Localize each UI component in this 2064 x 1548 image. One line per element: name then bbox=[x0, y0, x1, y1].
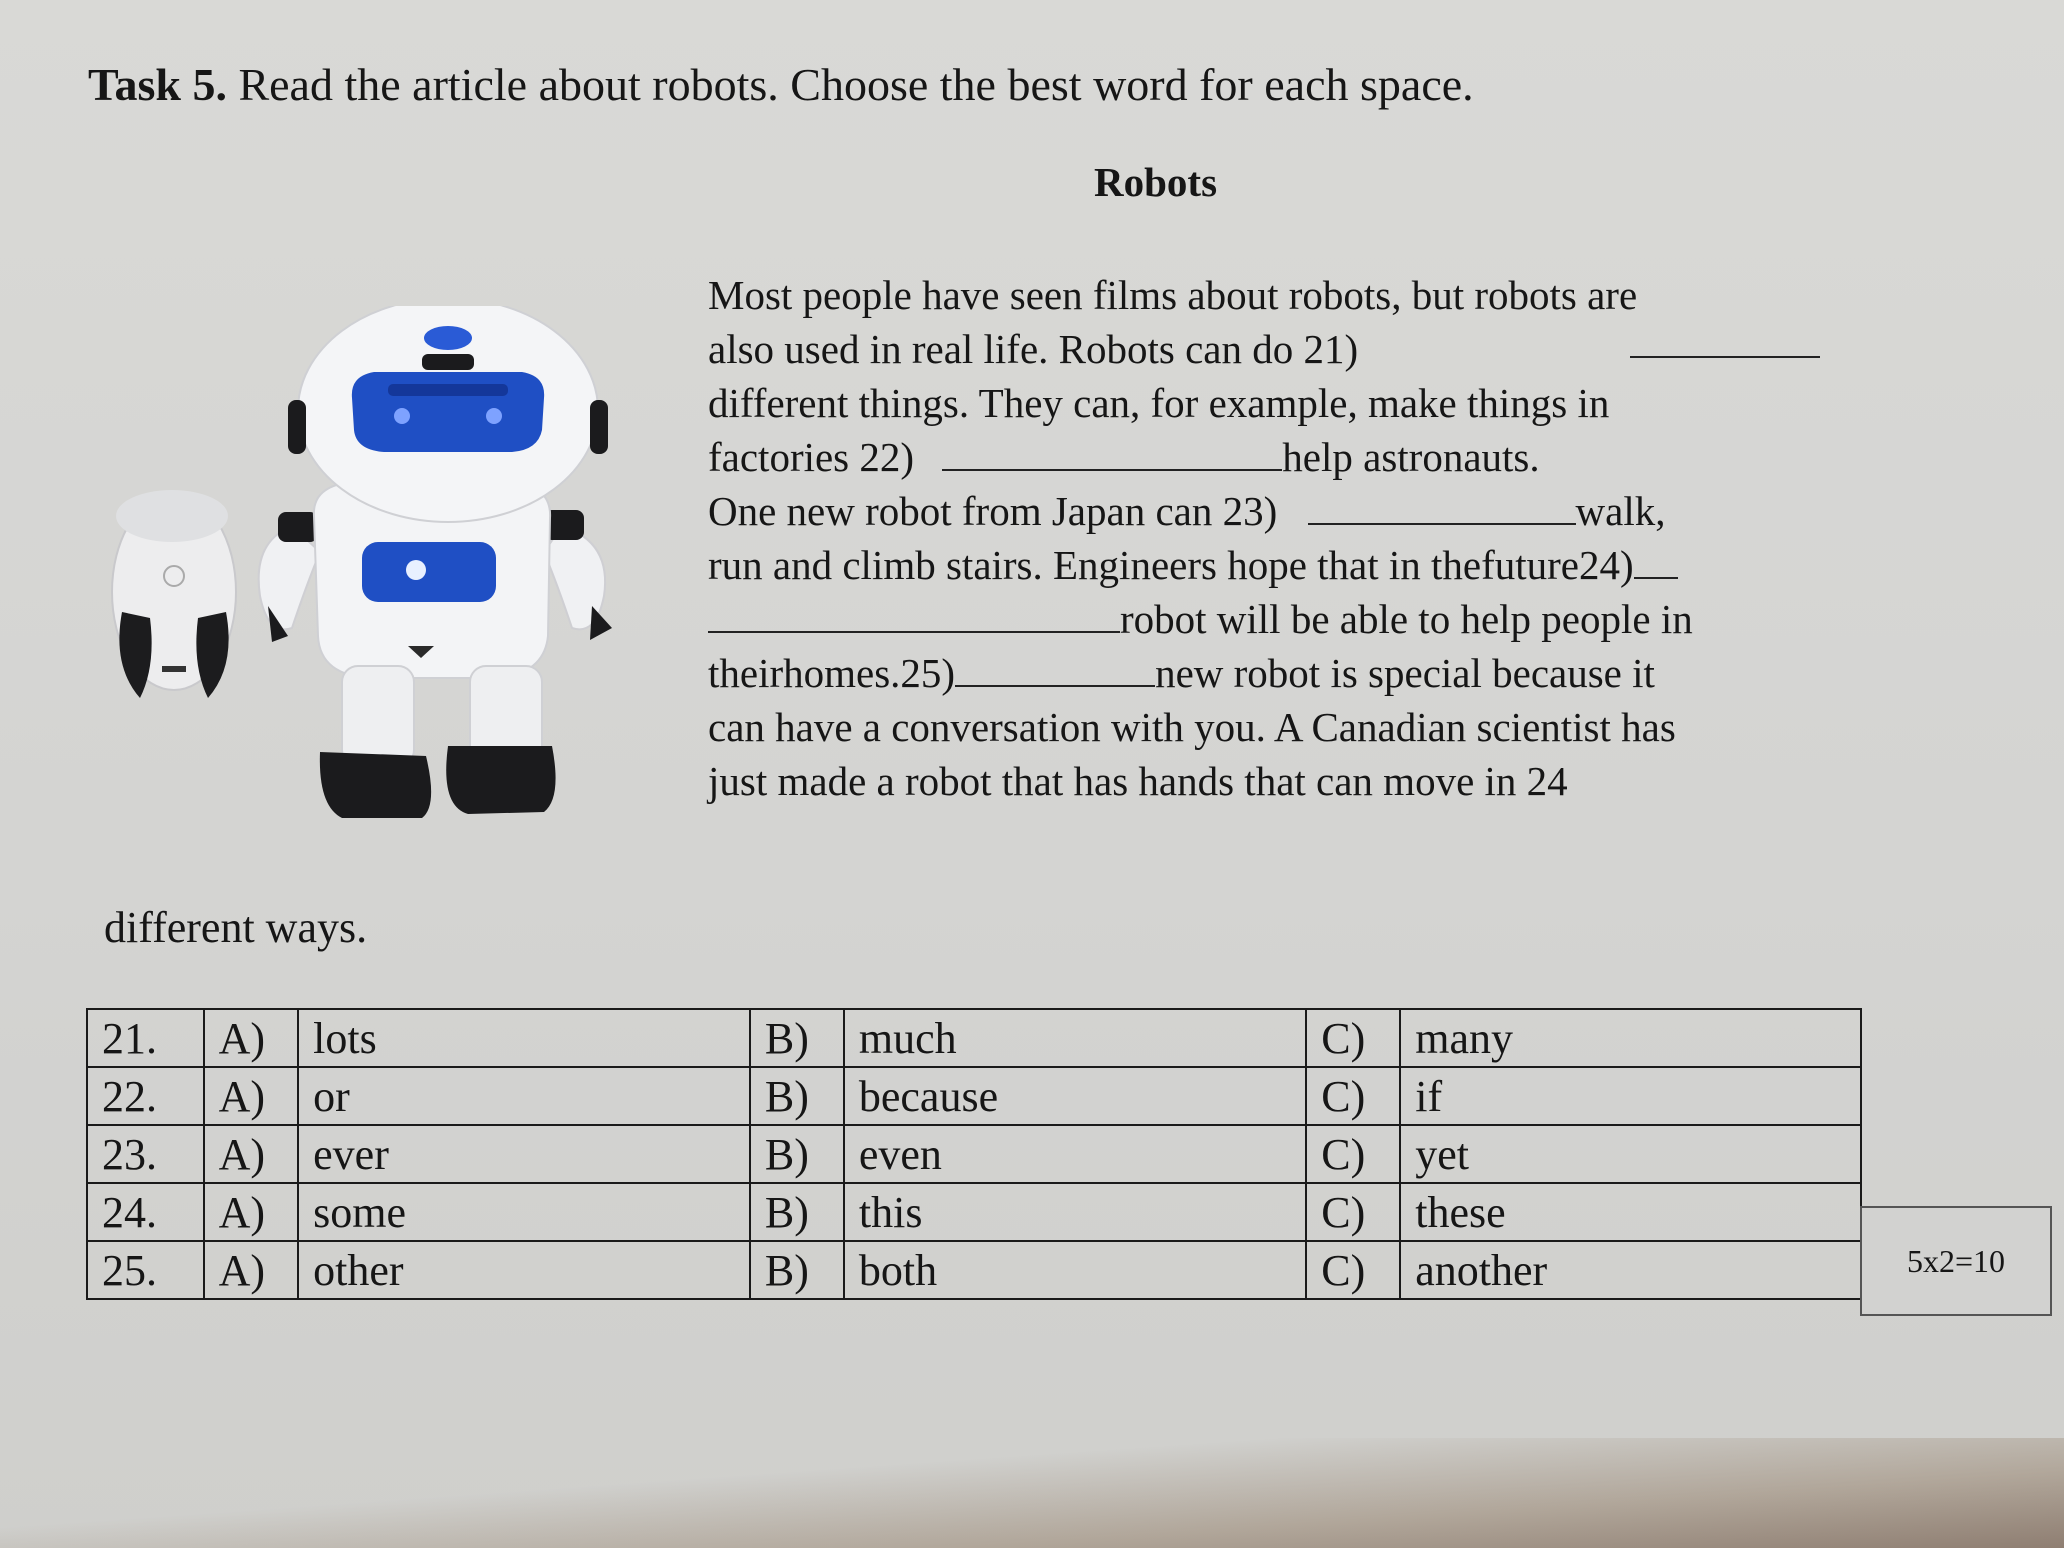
answer-row bbox=[87, 1183, 1861, 1241]
option-a: some bbox=[298, 1183, 750, 1241]
option-a: lots bbox=[298, 1009, 750, 1067]
article-line-text: Most people have seen films about robots, but robots are bbox=[708, 272, 1638, 318]
option-b-label: B) bbox=[750, 1009, 844, 1067]
option-b-label: B) bbox=[750, 1241, 844, 1299]
page-edge-shadow bbox=[0, 1438, 2064, 1548]
option-c-label: C) bbox=[1306, 1125, 1400, 1183]
article-line-8 bbox=[708, 646, 1820, 700]
option-b: this bbox=[844, 1183, 1306, 1241]
question-number: 22. bbox=[87, 1067, 204, 1125]
option-c: these bbox=[1400, 1183, 1861, 1241]
blank-23 bbox=[1308, 489, 1576, 525]
article-line-4 bbox=[708, 430, 1820, 484]
task-number: Task 5. bbox=[88, 59, 227, 110]
option-a-label: A) bbox=[204, 1241, 299, 1299]
article-line-6 bbox=[708, 538, 1820, 592]
score-box: 5x2=10 bbox=[1860, 1206, 2052, 1316]
answer-row bbox=[87, 1067, 1861, 1125]
blank-24-continued bbox=[708, 597, 1120, 633]
option-a-label: A) bbox=[204, 1009, 299, 1067]
option-c: yet bbox=[1400, 1125, 1861, 1183]
answer-options-table bbox=[86, 1008, 1862, 1300]
article-line-text: help astronauts. bbox=[1282, 434, 1540, 480]
option-b: much bbox=[844, 1009, 1306, 1067]
answer-row bbox=[87, 1009, 1861, 1067]
option-c: another bbox=[1400, 1241, 1861, 1299]
option-a-label: A) bbox=[204, 1067, 299, 1125]
task-instruction: Read the article about robots. Choose the best word for each space. bbox=[238, 59, 1474, 110]
article-line-9 bbox=[708, 700, 1820, 754]
article-line-text: theirhomes.25) bbox=[708, 650, 956, 696]
blank-24 bbox=[1634, 543, 1678, 579]
robot-left-arm bbox=[259, 512, 320, 642]
article-line-3 bbox=[708, 376, 1820, 430]
article-line-text: One new robot from Japan can 23) bbox=[708, 488, 1278, 534]
option-a-label: A) bbox=[204, 1125, 299, 1183]
option-b: even bbox=[844, 1125, 1306, 1183]
option-a-label: A) bbox=[204, 1183, 299, 1241]
article-line-5 bbox=[708, 484, 1820, 538]
answer-row bbox=[87, 1125, 1861, 1183]
article-line-text: new robot is special because it bbox=[1155, 650, 1655, 696]
answer-rows bbox=[87, 1009, 1861, 1299]
article-body bbox=[708, 268, 1820, 808]
option-c-label: C) bbox=[1306, 1241, 1400, 1299]
blank-22 bbox=[942, 435, 1282, 471]
article-line-text: also used in real life. Robots can do 21) bbox=[708, 326, 1359, 372]
option-c: many bbox=[1400, 1009, 1861, 1067]
option-c: if bbox=[1400, 1067, 1861, 1125]
question-number: 25. bbox=[87, 1241, 204, 1299]
article-line-text: run and climb stairs. Engineers hope that in thefuture24) bbox=[708, 542, 1634, 588]
option-c-label: C) bbox=[1306, 1183, 1400, 1241]
question-number: 21. bbox=[87, 1009, 204, 1067]
option-b-label: B) bbox=[750, 1067, 844, 1125]
option-c-label: C) bbox=[1306, 1067, 1400, 1125]
remote-control-image bbox=[112, 490, 236, 698]
option-c-label: C) bbox=[1306, 1009, 1400, 1067]
option-b-label: B) bbox=[750, 1125, 844, 1183]
robot-illustration bbox=[92, 306, 696, 846]
option-b: both bbox=[844, 1241, 1306, 1299]
article-line-text: factories 22) bbox=[708, 434, 915, 480]
article-title: Robots bbox=[1094, 159, 1218, 205]
robot-legs bbox=[320, 666, 556, 818]
question-number: 24. bbox=[87, 1183, 204, 1241]
robot-right-arm bbox=[544, 510, 612, 640]
blank-21 bbox=[1630, 322, 1820, 358]
article-line-text: just made a robot that has hands that can move in 24 bbox=[708, 758, 1568, 804]
article-tail: different ways. bbox=[104, 903, 368, 952]
question-number: 23. bbox=[87, 1125, 204, 1183]
article-line-text: walk, bbox=[1575, 488, 1666, 534]
article-line-10 bbox=[708, 754, 1820, 808]
article-line-text: can have a conversation with you. A Canadian scientist has bbox=[708, 704, 1676, 750]
option-a: ever bbox=[298, 1125, 750, 1183]
article-line-text: different things. They can, for example, make things in bbox=[708, 380, 1610, 426]
option-b: because bbox=[844, 1067, 1306, 1125]
option-a: or bbox=[298, 1067, 750, 1125]
article-line-2 bbox=[708, 322, 1820, 376]
option-b-label: B) bbox=[750, 1183, 844, 1241]
task-heading bbox=[88, 58, 1474, 111]
option-a: other bbox=[298, 1241, 750, 1299]
article-line-text: robot will be able to help people in bbox=[1120, 596, 1693, 642]
article-line-1 bbox=[708, 268, 1820, 322]
answer-row bbox=[87, 1241, 1861, 1299]
article-line-7 bbox=[708, 592, 1820, 646]
blank-25 bbox=[955, 651, 1155, 687]
